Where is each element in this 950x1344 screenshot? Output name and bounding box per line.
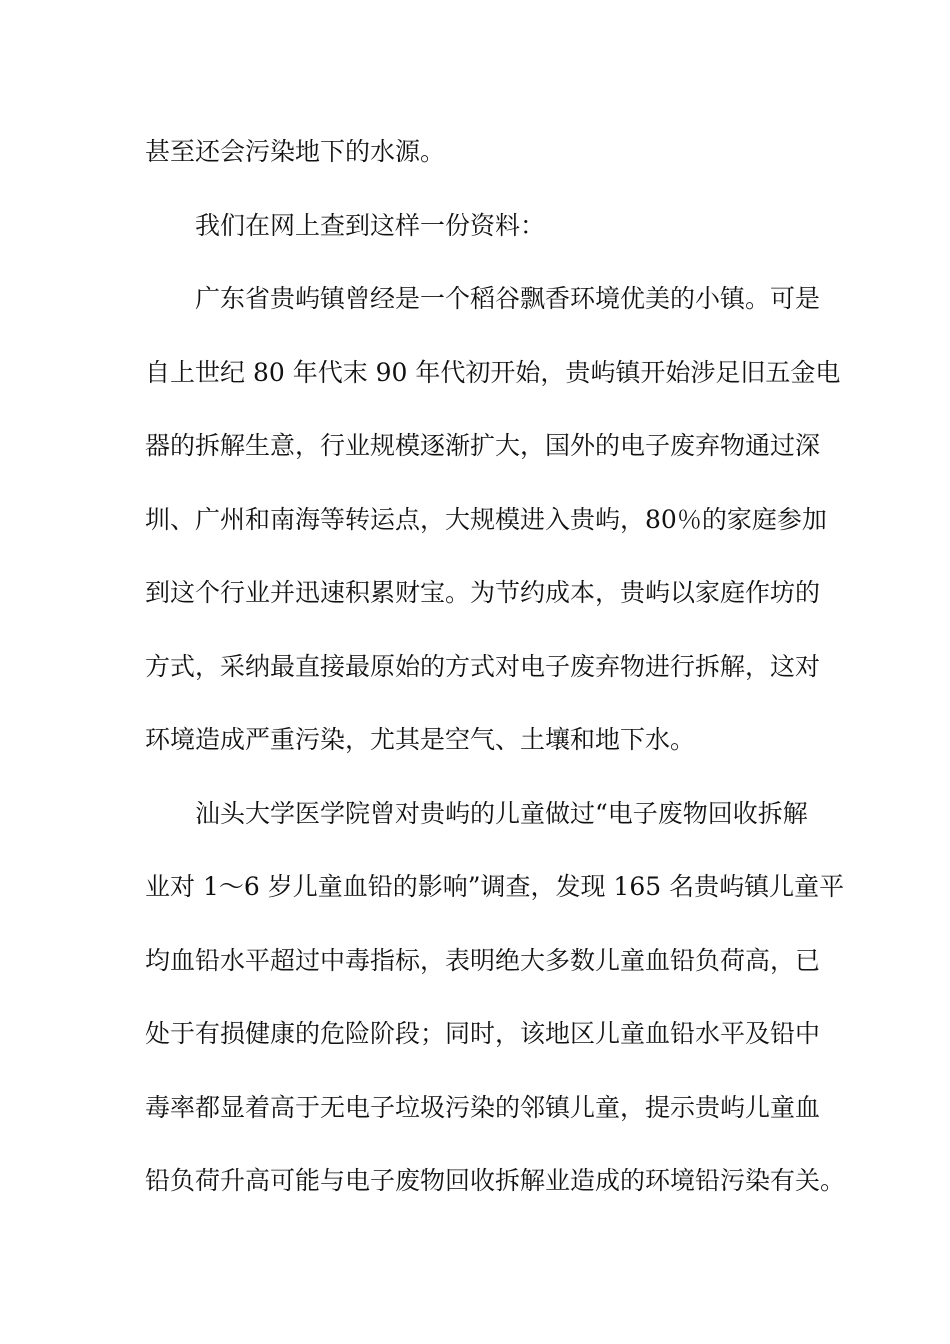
text-line: 甚至还会污染地下的水源。 xyxy=(145,137,446,166)
text-line: 我们在网上查到这样一份资料： xyxy=(195,210,546,240)
text-line: 环境造成严重污染，尤其是空气、土壤和地下水。 xyxy=(145,725,696,754)
text-line: 方式，采纳最直接最原始的方式对电子废弃物进行拆解，这对 xyxy=(145,651,821,681)
text-line: 毒率都显着高于无电子垃圾污染的邻镇儿童，提示贵屿儿童血 xyxy=(145,1092,821,1122)
text-line: 到这个行业并迅速积累财宝。为节约成本，贵屿以家庭作坊的 xyxy=(145,578,821,607)
text-line: 业对 1～6 岁儿童血铅的影响”调查，发现 165 名贵屿镇儿童平 xyxy=(145,872,845,901)
text-line: 器的拆解生意，行业规模逐渐扩大，国外的电子废弃物通过深 xyxy=(145,431,821,460)
text-line: 铅负荷升高可能与电子废物回收拆解业造成的环境铅污染有关。 xyxy=(145,1166,846,1195)
text-line: 自上世纪 80 年代末 90 年代初开始，贵屿镇开始涉足旧五金电 xyxy=(145,357,841,387)
text-line: 汕头大学医学院曾对贵屿的儿童做过“电子废物回收拆解 xyxy=(195,798,808,828)
text-line: 均血铅水平超过中毒指标，表明绝大多数儿童血铅负荷高，已 xyxy=(145,945,821,975)
text-line: 圳、广州和南海等转运点，大规模进入贵屿，80％的家庭参加 xyxy=(145,504,827,534)
text-line: 处于有损健康的危险阶段；同时，该地区儿童血铅水平及铅中 xyxy=(145,1019,821,1048)
text-line: 广东省贵屿镇曾经是一个稻谷飘香环境优美的小镇。可是 xyxy=(195,284,821,313)
body-text xyxy=(145,128,846,1231)
